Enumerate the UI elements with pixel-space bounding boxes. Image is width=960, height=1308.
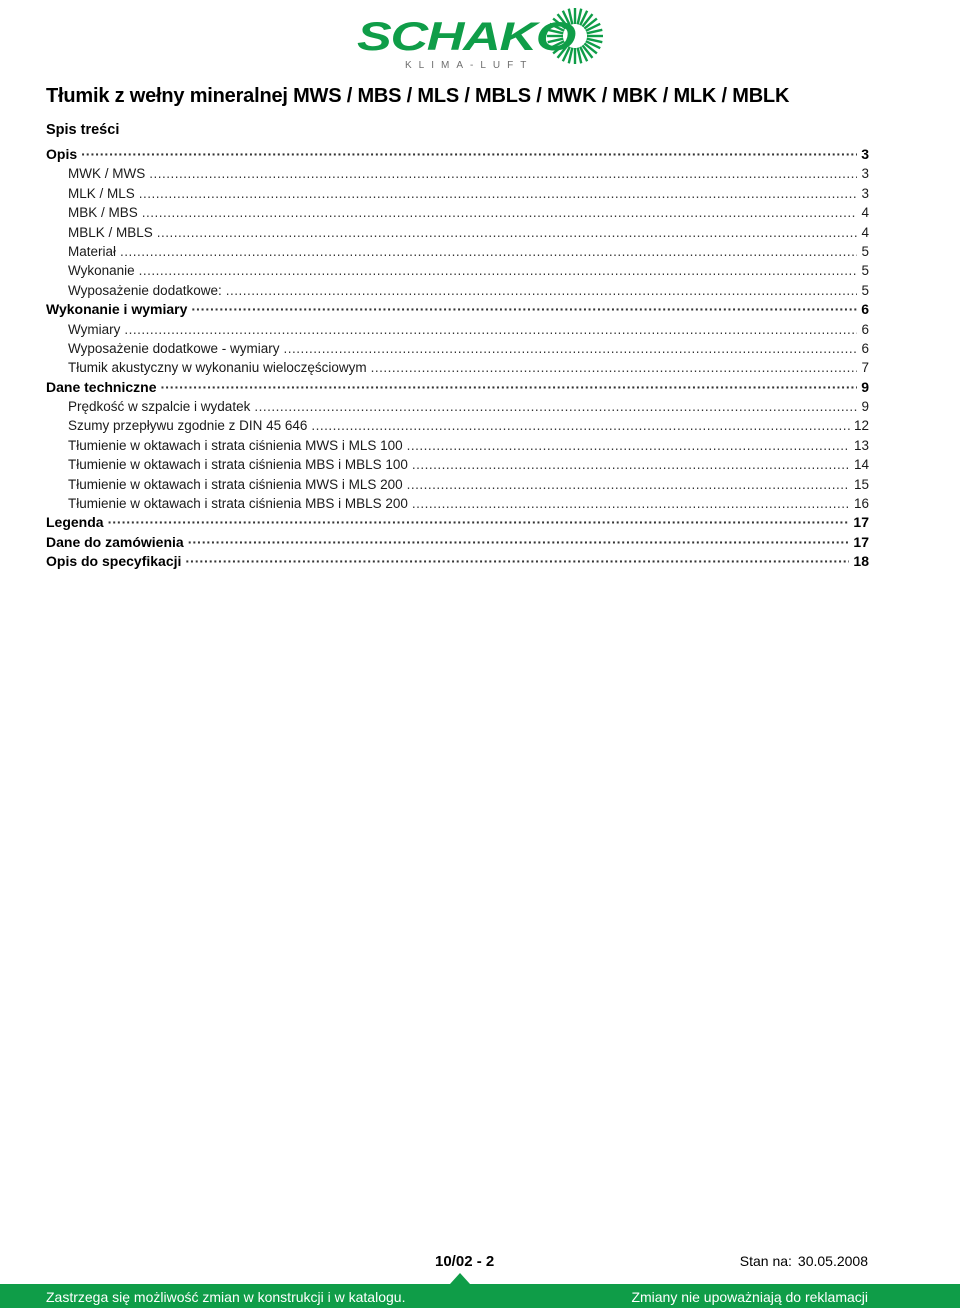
toc-entry-title: MBK / MBS [68,205,138,221]
toc-entry[interactable] [46,203,869,222]
toc-entry-page: 6 [861,301,869,318]
toc-entry-title: Opis do specyfikacji [46,553,182,570]
toc-entry-page: 17 [853,514,869,531]
toc-entry-title: Wymiary [68,321,121,337]
toc-entry[interactable] [46,339,869,358]
toc-entry-title: Tłumienie w oktawach i strata ciśnienia MWS i MLS 100 [68,437,403,453]
toc-entry-title: Dane techniczne [46,378,157,395]
toc-leader-dots [139,184,858,203]
toc-entry[interactable] [46,475,869,494]
toc-entry-title: Tłumienie w oktawach i strata ciśnienia MBS i MBLS 200 [68,496,408,512]
toc-leader-dots [226,281,858,300]
status-date: 30.05.2008 [797,1253,868,1269]
toc-leader-dots [254,397,857,416]
toc-entry-title: Prędkość w szpalcie i wydatek [68,399,251,415]
toc-entry-title: Tłumienie w oktawach i strata ciśnienia MWS i MLS 200 [68,476,403,492]
toc-entry-page: 9 [861,378,869,395]
toc-entry-page: 5 [861,282,869,298]
toc-leader-dots [160,378,857,397]
toc-entry-title: Szumy przepływu zgodnie z DIN 45 646 [68,418,308,434]
toc-entry[interactable] [46,184,869,203]
schako-logo [355,0,605,72]
toc-leader-dots [412,455,850,474]
toc-entry-page: 15 [853,476,869,492]
toc-entry[interactable] [46,261,869,280]
toc-entry[interactable] [46,513,869,532]
toc-entry[interactable] [46,358,869,377]
toc-entry[interactable] [46,494,869,513]
toc-entry-title: MBLK / MBLS [68,224,153,240]
toc-leader-dots [139,261,858,280]
toc-entry-title: Wyposażenie dodatkowe: [68,282,222,298]
toc-leader-dots [81,145,857,164]
document-title: Tłumik z wełny mineralnej MWS / MBS / MLS / MBLS / MWK / MBK / MLK / MBLK [46,85,790,107]
toc-entry-page: 4 [861,205,869,221]
logo-wordmark: SCHAKO [357,15,577,59]
footer-left-note: Zastrzega się możliwość zmian w konstrukcji i w katalogu. [46,1289,406,1305]
toc-entry[interactable] [46,320,869,339]
toc-entry-page: 6 [861,340,869,356]
toc-leader-dots [185,552,849,571]
toc-entry-title: Dane do zamówienia [46,533,184,550]
toc-entry-page: 7 [861,360,869,376]
toc-entry-page: 5 [861,263,869,279]
toc-entry-page: 3 [861,185,869,201]
toc-entry[interactable] [46,223,869,242]
toc-entry-title: Opis [46,146,78,162]
toc-entry[interactable] [46,533,869,552]
toc-entry[interactable] [46,436,869,455]
toc-entry-page: 18 [853,553,869,570]
toc-leader-dots [157,223,858,242]
toc-entry[interactable] [46,416,869,435]
toc-entry-title: MWK / MWS [68,166,146,182]
toc-entry-title: MLK / MLS [68,185,135,201]
toc-entry[interactable] [46,281,869,300]
toc-entry-title: Tłumienie w oktawach i strata ciśnienia MBS i MBLS 100 [68,457,408,473]
status-label: Stan na: [739,1253,792,1269]
toc-entry-page: 17 [853,533,869,550]
toc-entry-page: 5 [861,243,869,259]
toc-entry-page: 9 [861,399,869,415]
toc-entry-title: Materiał [68,243,117,259]
toc-entry[interactable] [46,552,869,571]
toc-leader-dots [149,164,857,183]
toc-entry[interactable] [46,300,869,319]
footer-notch [450,1273,470,1284]
toc-entry[interactable] [46,378,869,397]
table-of-contents [46,145,869,572]
toc-entry-page: 16 [853,496,869,512]
toc-heading: Spis treści [46,122,120,138]
logo-tagline: KLIMA-LUFT [405,60,534,71]
toc-entry-page: 3 [861,166,869,182]
toc-leader-dots [108,513,850,532]
footer-right-note: Zmiany nie upoważniają do reklamacji [631,1289,868,1305]
toc-leader-dots [311,416,850,435]
toc-entry-page: 3 [861,146,869,162]
toc-entry-title: Legenda [46,514,104,531]
status-date-line [740,1253,868,1269]
toc-entry-page: 12 [853,418,869,434]
toc-entry[interactable] [46,164,869,183]
toc-entry-page: 14 [853,457,869,473]
toc-leader-dots [142,203,858,222]
toc-leader-dots [188,533,850,552]
toc-entry[interactable] [46,145,869,164]
toc-entry-page: 13 [853,437,869,453]
toc-entry[interactable] [46,455,869,474]
toc-leader-dots [120,242,857,261]
toc-entry-page: 4 [861,224,869,240]
toc-leader-dots [407,475,850,494]
toc-entry-title: Wykonanie [68,263,135,279]
page-number: 10/02 - 2 [435,1253,495,1270]
toc-entry-page: 6 [861,321,869,337]
toc-leader-dots [283,339,857,358]
toc-entry-title: Wykonanie i wymiary [46,301,188,318]
logo-graphic [355,0,605,72]
toc-entry-title: Tłumik akustyczny w wykonaniu wieloczęściowym [68,360,367,376]
toc-leader-dots [407,436,850,455]
toc-leader-dots [371,358,858,377]
toc-leader-dots [124,320,857,339]
toc-entry[interactable] [46,397,869,416]
toc-entry[interactable] [46,242,869,261]
toc-leader-dots [412,494,850,513]
toc-leader-dots [191,300,857,319]
toc-entry-title: Wyposażenie dodatkowe - wymiary [68,340,280,356]
